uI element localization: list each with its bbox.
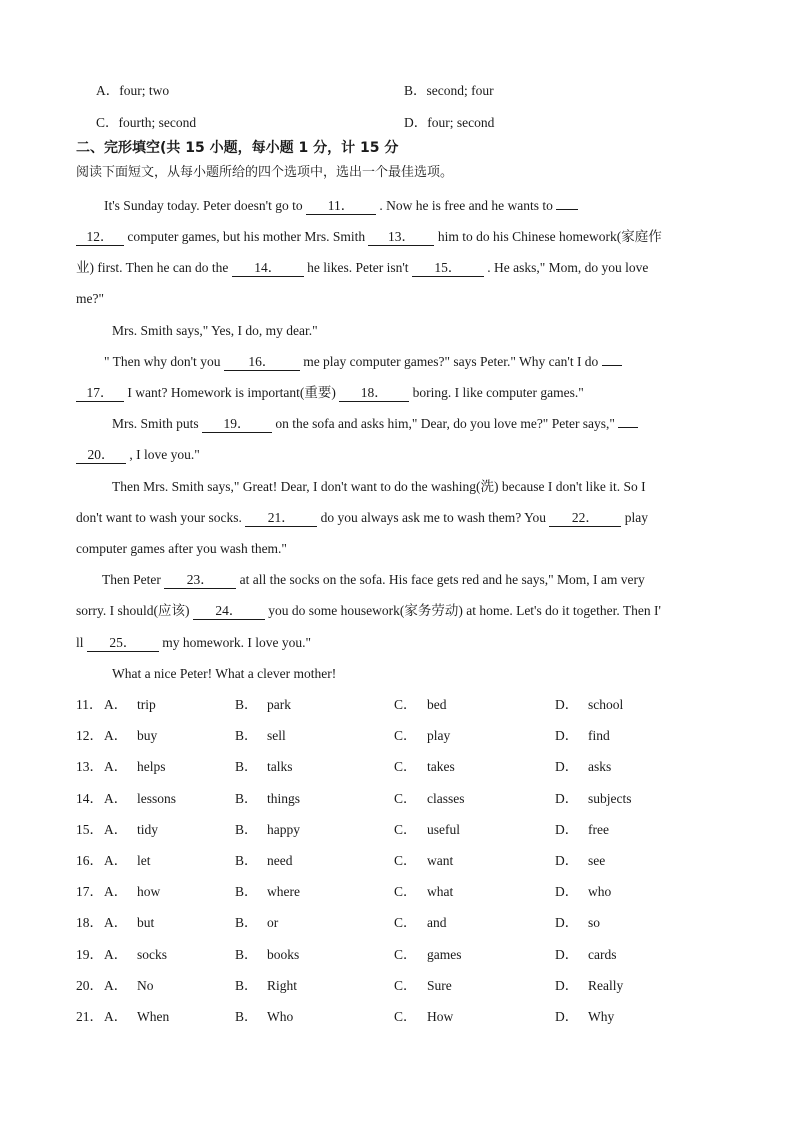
option-b-text[interactable]: talks [267,759,293,774]
option-d: D．four; second [404,115,495,130]
passage-line: 17． I want? Homework is important(重要) 18． boring. I like computer games." [76,384,584,402]
option-a-text[interactable]: trip [137,697,156,712]
passage-line: computer games after you wash them." [76,541,287,556]
option-c-text[interactable]: what [427,884,454,899]
blank-14: 14． [232,260,304,277]
option-b: B．second; four [404,83,494,98]
option-a-text[interactable]: No [137,978,154,993]
option-a: A．four; two [96,83,170,98]
question-number: 12． [76,728,103,743]
blank-15: 15． [412,260,484,277]
question-number: 19． [76,947,103,962]
question-number: 14． [76,791,103,806]
passage-line: It's Sunday today. Peter doesn't go to 11． . Now he is free and he wants to [104,197,578,215]
option-b-text[interactable]: or [267,915,279,930]
option-b-text[interactable]: park [267,697,291,712]
option-a-text[interactable]: lessons [137,791,177,806]
passage-line: Then Peter 23． at all the socks on the sofa. His face gets red and he says," Mom, I am very [102,572,645,587]
passage-line: " Then why don't you 16． me play computer games?" says Peter." Why can't I do [104,353,622,371]
blank-25: 25． [87,635,159,652]
blank-16: 16． [224,354,300,371]
option-b-text[interactable]: things [267,791,301,806]
question-number: 16． [76,853,103,868]
passage-line: 业) first. Then he can do the 14． he likes. Peter isn't 15． . He asks," Mom, do you love [76,260,649,275]
option-c-text[interactable]: want [427,853,454,868]
passage-line: What a nice Peter! What a clever mother! [112,666,337,681]
option-d-text[interactable]: so [588,915,601,930]
question-number: 18． [76,915,103,930]
blank-17-lead [602,365,622,366]
section-heading: 二、完形填空(共 15 小题，每小题 1 分，计 15 分 [76,140,399,156]
blank-20: 20． [76,447,126,464]
option-d-text[interactable]: Really [588,978,624,993]
option-a-text[interactable]: When [137,1009,170,1024]
option-d-text[interactable]: find [588,728,610,743]
passage-line: don't want to wash your socks. 21． do you always ask me to wash them? You 22． play [76,510,649,525]
option-b-text[interactable]: need [267,853,293,868]
blank-18: 18． [339,385,409,402]
blank-11: 11． [306,198,376,215]
option-c-text[interactable]: useful [427,822,460,837]
blank-17: 17． [76,385,124,402]
passage-line: ll 25． my homework. I love you." [76,635,312,650]
blank-12: 12． [76,229,124,246]
option-d-text[interactable]: free [588,822,609,837]
question-number: 15． [76,822,103,837]
option-c-text[interactable]: Sure [427,978,452,993]
option-b-text[interactable]: Who [267,1009,294,1024]
passage-line: Mrs. Smith puts 19． on the sofa and asks him," Dear, do you love me?" Peter says," [112,415,638,433]
passage-line: 20． , I love you." [76,446,200,464]
option-d-text[interactable]: who [588,884,612,899]
option-d-text[interactable]: subjects [588,791,632,806]
option-c-text[interactable]: classes [427,791,465,806]
option-a-text[interactable]: socks [137,947,167,962]
option-c-text[interactable]: takes [427,759,455,774]
passage-line: 12． computer games, but his mother Mrs. Smith 13． him to do his Chinese homework(家庭作 [76,228,662,246]
passage-line: sorry. I should(应该) 24． you do some housework(家务劳动) at home. Let's do it together. Then I' [76,603,661,618]
question-number: 20． [76,978,103,993]
option-c-text[interactable]: How [427,1009,454,1024]
option-b-text[interactable]: where [267,884,300,899]
option-b-text[interactable]: Right [267,978,298,993]
option-c: C．fourth; second [96,115,197,130]
option-a-text[interactable]: let [137,853,151,868]
option-a-text[interactable]: tidy [137,822,159,837]
option-d-text[interactable]: Why [588,1009,615,1024]
option-a-text[interactable]: but [137,915,155,930]
option-d-text[interactable]: see [588,853,606,868]
question-number: 11． [76,697,103,712]
option-b-text[interactable]: books [267,947,300,962]
option-c-text[interactable]: games [427,947,462,962]
blank-22: 22． [549,510,621,527]
blank-13: 13． [368,229,434,246]
section-instruction: 阅读下面短文，从每小题所给的四个选项中，选出一个最佳选项。 [76,165,454,180]
blank-12-lead [556,209,578,210]
passage-line: Then Mrs. Smith says," Great! Dear, I don't want to do the washing(洗) because I don't like it. So I [112,479,646,494]
question-number: 13． [76,759,103,774]
blank-20-lead [618,427,638,428]
passage-line: me?" [76,291,104,306]
option-c-text[interactable]: bed [427,697,447,712]
option-c-text[interactable]: and [427,915,447,930]
option-b-text[interactable]: sell [267,728,286,743]
question-number: 17． [76,884,103,899]
question-number: 21． [76,1009,103,1024]
blank-23: 23． [164,572,236,589]
option-a-text[interactable]: helps [137,759,166,774]
passage-line: Mrs. Smith says," Yes, I do, my dear." [112,323,318,338]
option-d-text[interactable]: asks [588,759,612,774]
option-c-text[interactable]: play [427,728,451,743]
blank-21: 21． [245,510,317,527]
option-b-text[interactable]: happy [267,822,300,837]
option-d-text[interactable]: cards [588,947,617,962]
blank-19: 19． [202,416,272,433]
option-a-text[interactable]: buy [137,728,158,743]
option-a-text[interactable]: how [137,884,161,899]
blank-24: 24． [193,603,265,620]
option-d-text[interactable]: school [588,697,624,712]
